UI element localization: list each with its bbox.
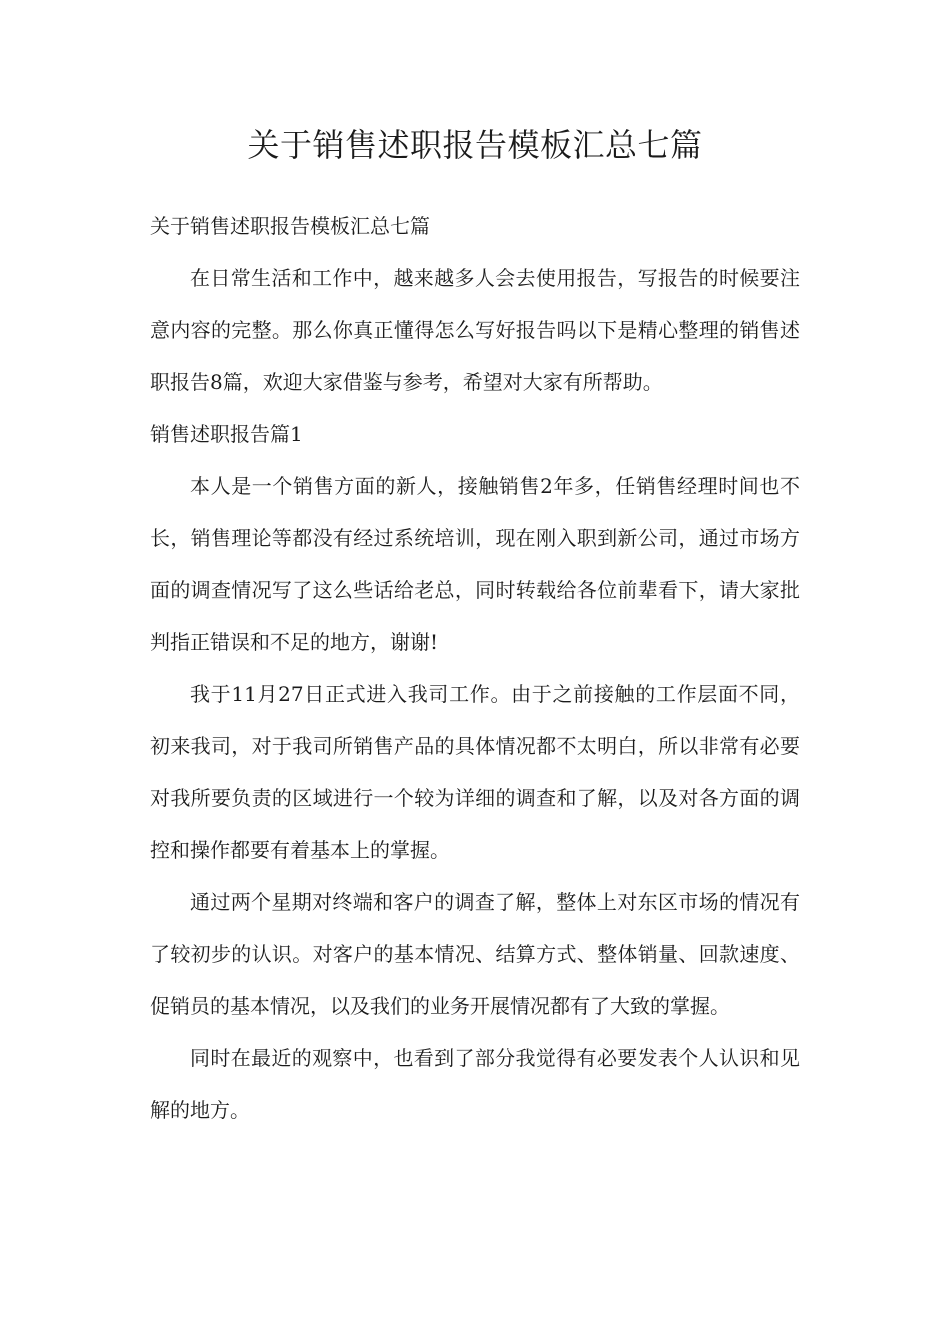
document-body [150, 118, 800, 1136]
body-paragraph: 我于11月27日正式进入我司工作。由于之前接触的工作层面不同，初来我司，对于我司所销售产品的具体情况都不太明白，所以非常有必要对我所要负责的区域进行一个较为详细的调查和了解，以及对各方面的调控和操作都要有着基本上的掌握。 [150, 682, 800, 862]
intro-paragraph: 在日常生活和工作中，越来越多人会去使用报告，写报告的时候要注意内容的完整。那么你真正懂得怎么写好报告吗以下是精心整理的销售述职报告8篇，欢迎大家借鉴与参考，希望对大家有所帮助。 [150, 266, 800, 394]
body-paragraph: 通过两个星期对终端和客户的调查了解，整体上对东区市场的情况有了较初步的认识。对客户的基本情况、结算方式、整体销量、回款速度、促销员的基本情况，以及我们的业务开展情况都有了大致的掌握。 [150, 890, 800, 1018]
body-paragraph: 本人是一个销售方面的新人，接触销售2年多，任销售经理时间也不长，销售理论等都没有经过系统培训，现在刚入职到新公司，通过市场方面的调查情况写了这么些话给老总，同时转载给各位前辈看下，请大家批判指正错误和不足的地方，谢谢! [150, 474, 800, 654]
section-heading: 销售述职报告篇1 [150, 422, 303, 446]
lead-line: 关于销售述职报告模板汇总七篇 [150, 214, 430, 238]
document-title: 关于销售述职报告模板汇总七篇 [247, 126, 703, 164]
body-paragraph: 同时在最近的观察中，也看到了部分我觉得有必要发表个人认识和见解的地方。 [150, 1046, 800, 1122]
